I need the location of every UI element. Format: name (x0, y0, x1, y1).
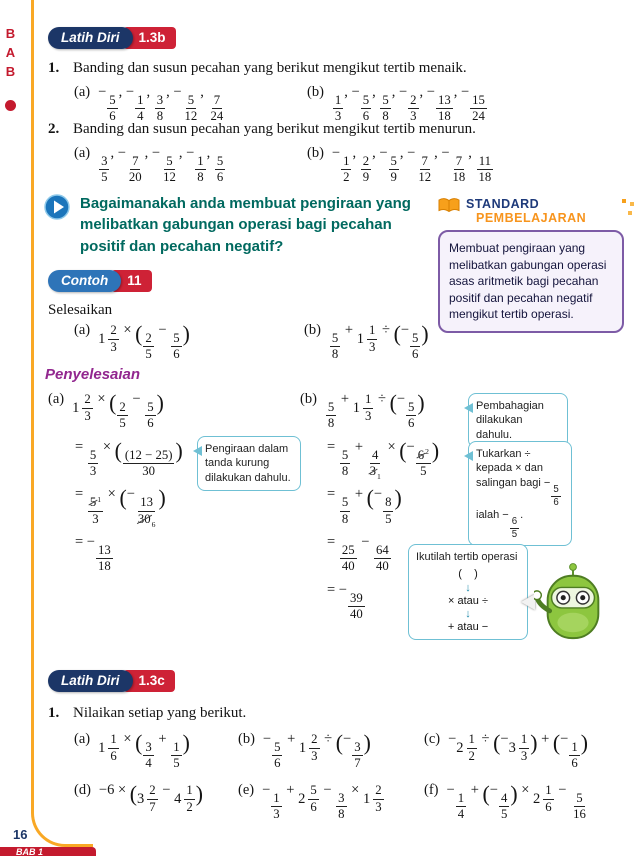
item-label: (f) (424, 782, 439, 798)
item-label: (a) (48, 391, 65, 407)
expression: $\frac{5}{8}$ + 1 $\frac{1}{3}$ ÷ (− $\frac{5}{6}$ ) (331, 322, 429, 362)
fraction-list: − $\frac{1}{2}$ , $\frac{2}{9}$ , − $\frac{5}{9}$ , − $\frac{7}{12}$ , − $\frac{7}{18}$ , $\frac{11}{18}$ (331, 145, 492, 185)
callout-tukarkan: Tukarkan ÷ kepada × dan salingan bagi − $\frac{5}{6}$ ialah − $\frac{6}{5}$ . (468, 441, 572, 546)
solution-b-line-1 (300, 391, 470, 431)
question-text: Nilaikan setiap yang berikut. (73, 705, 247, 721)
question-text: Banding dan susun pecahan yang berikut mengikut tertib menurun. (73, 121, 476, 137)
tertib-step-add-subtract: + atau − (447, 621, 489, 634)
contoh-11-badge (48, 270, 152, 292)
callout-tanda-kurung: Pengiraan dalam tanda kurung dilakukan dahulu. (197, 436, 301, 491)
standard-titles (466, 197, 586, 225)
expression: − $\frac{1}{3}$ + 2 $\frac{5}{6}$ − $\frac{3}{8}$ × 1 $\frac{2}{3}$ (262, 782, 382, 822)
exercise-1-3c-q1 (48, 705, 608, 722)
decorative-squares (622, 199, 626, 203)
expression: 1 $\frac{2}{3}$ × ( $\frac{2}{5}$ − $\frac{5}{6}$ ) (98, 322, 190, 362)
item-label: (c) (424, 731, 441, 747)
expression: −6 × ( 3 $\frac{2}{7}$ − 4 $\frac{1}{2}$ ) (98, 782, 203, 814)
tertib-step-multiply-divide: × atau ÷ (448, 594, 488, 607)
standard-pembelajaran-body: Membuat pengiraan yang melibatkan gabungan operasi asas aritmetik bagi pecahan positif dan pecahan negatif mengikut tertib operasi. (438, 230, 624, 333)
exercise-item-d (74, 782, 203, 814)
latih-diri-badge-label: Latih Diri (48, 27, 133, 49)
expression: − $\frac{5}{6}$ + 1 $\frac{2}{3}$ ÷ (− $\frac{3}{7}$ ) (262, 731, 371, 771)
fraction-list: $\frac{1}{3}$ , − $\frac{5}{6}$ , $\frac{5}{8}$ , − $\frac{2}{3}$ , − $\frac{13}{18}$ , − $\frac{15}{24}$ (334, 84, 485, 124)
solution-a-line-3: = $\frac{5^1}{3}$ × (− $\frac{13}{30_6}$ ) (75, 486, 166, 529)
chapter-dot (5, 100, 16, 111)
exercise-item-f (424, 782, 589, 822)
expression: − $\frac{1}{4}$ + (− $\frac{4}{5}$ ) × 2 $\frac{1}{6}$ − $\frac{5}{16}$ (446, 782, 586, 822)
solution-a-line-1 (48, 391, 298, 431)
latih-diri-1-3c-badge (48, 670, 175, 692)
page-number: 16 (13, 827, 28, 842)
math-line: 1 $\frac{2}{3}$ × ( $\frac{2}{5}$ − $\frac{5}{6}$ ) (72, 391, 164, 431)
latih-diri-badge-label: Latih Diri (48, 670, 133, 692)
robot-mascot-icon (534, 560, 612, 655)
q2b-fraction-list (307, 145, 494, 185)
contoh-expression-a (74, 322, 190, 362)
down-arrow-icon: ↓ (465, 607, 471, 620)
question-number: 1. (48, 705, 60, 721)
solution-b-line-2: = $\frac{5}{8}$ + $\frac{4}{3_1}$ × (− $\frac{6^2}{5}$ ) (327, 438, 440, 482)
expression: − 2 $\frac{1}{2}$ ÷ (− 3 $\frac{1}{3}$ ) + (− $\frac{1}{6}$ ) (448, 731, 588, 771)
solution-b-line-5: = − $\frac{39}{40}$ (327, 581, 363, 622)
exercise-item-b (238, 731, 371, 771)
pointer-arrow-icon (521, 594, 535, 610)
math-line: $\frac{5}{8}$ + 1 $\frac{1}{3}$ ÷ (− $\frac{5}{6}$ ) (327, 391, 425, 431)
contoh-badge-number: 11 (111, 270, 151, 292)
exercise-item-a (74, 731, 190, 771)
exercise-1-3b-q1 (48, 60, 608, 77)
latih-diri-badge-code: 1.3c (123, 670, 175, 692)
down-arrow-icon: ↓ (465, 581, 471, 594)
chapter-side-label: BAB (3, 26, 18, 83)
item-label: (a) (74, 84, 91, 100)
fraction-list: $\frac{3}{5}$ , − $\frac{7}{20}$ , − $\frac{5}{12}$ , − $\frac{1}{8}$ , $\frac{5}{6}$ (101, 145, 224, 185)
standard-pembelajaran-header (438, 197, 630, 225)
penyelesaian-heading: Penyelesaian (45, 366, 141, 383)
item-label: (a) (74, 145, 91, 161)
standard-title: STANDARD (466, 197, 540, 211)
item-label: (b) (307, 145, 324, 161)
solution-a-line-4: = − $\frac{13}{18}$ (75, 534, 111, 574)
q2a-fraction-list (74, 145, 226, 185)
item-label: (b) (300, 391, 317, 407)
contoh-expression-b (304, 322, 429, 362)
book-icon (438, 197, 460, 219)
chapter-bottom-label: BAB 1 (16, 847, 44, 856)
order-of-operations-callout (408, 544, 528, 640)
pembelajaran-title: PEMBELAJARAN (476, 211, 587, 225)
solution-b-line-3: = $\frac{5}{8}$ + (− $\frac{8}{5}$ ) (327, 486, 402, 526)
solution-b-line-4: = $\frac{25}{40}$ − $\frac{64}{40}$ (327, 534, 389, 574)
exercise-item-e (238, 782, 385, 822)
latih-diri-1-3b-badge (48, 27, 176, 49)
inquiry-question: Bagaimanakah anda membuat pengiraan yang melibatkan gabungan operasi bagi pecahan positif dan pecahan negatif? (80, 195, 411, 255)
solution-a-line-2: = $\frac{5}{3}$ × ( $\frac{(12 - 25)}{30}$ ) (75, 438, 183, 478)
expression: 1 $\frac{1}{6}$ × ( $\frac{3}{4}$ + $\frac{1}{5}$ ) (98, 731, 190, 771)
contoh-badge-label: Contoh (48, 270, 121, 292)
q1b-fraction-list (307, 84, 488, 124)
item-label: (b) (304, 322, 321, 338)
chapter-bottom-tab (0, 847, 96, 856)
fraction-list: − $\frac{5}{6}$ , − $\frac{1}{4}$ , $\frac{3}{8}$ , − $\frac{5}{12}$ , $\frac{7}{24}$ (98, 84, 224, 124)
selesaikan-label: Selesaikan (48, 302, 113, 318)
item-label: (a) (74, 731, 91, 747)
callout-pembahagian: Pembahagian dilakukan dahulu. (468, 393, 568, 448)
tertib-title: Ikutilah tertib operasi (416, 551, 518, 563)
item-label: (b) (307, 84, 324, 100)
item-label: (e) (238, 782, 255, 798)
item-label: (b) (238, 731, 255, 747)
question-text: Banding dan susun pecahan yang berikut mengikut tertib menaik. (73, 60, 467, 76)
item-label: (a) (74, 322, 91, 338)
question-number: 1. (48, 60, 60, 76)
question-number: 2. (48, 121, 60, 137)
tertib-step-parentheses: ( ) (458, 568, 478, 581)
exercise-item-c (424, 731, 588, 771)
play-icon (44, 194, 70, 220)
item-label: (d) (74, 782, 91, 798)
q1a-fraction-list (74, 84, 226, 124)
standard-pembelajaran-panel (438, 197, 630, 333)
latih-diri-badge-code: 1.3b (123, 27, 176, 49)
exercise-1-3b-q2 (48, 121, 608, 138)
